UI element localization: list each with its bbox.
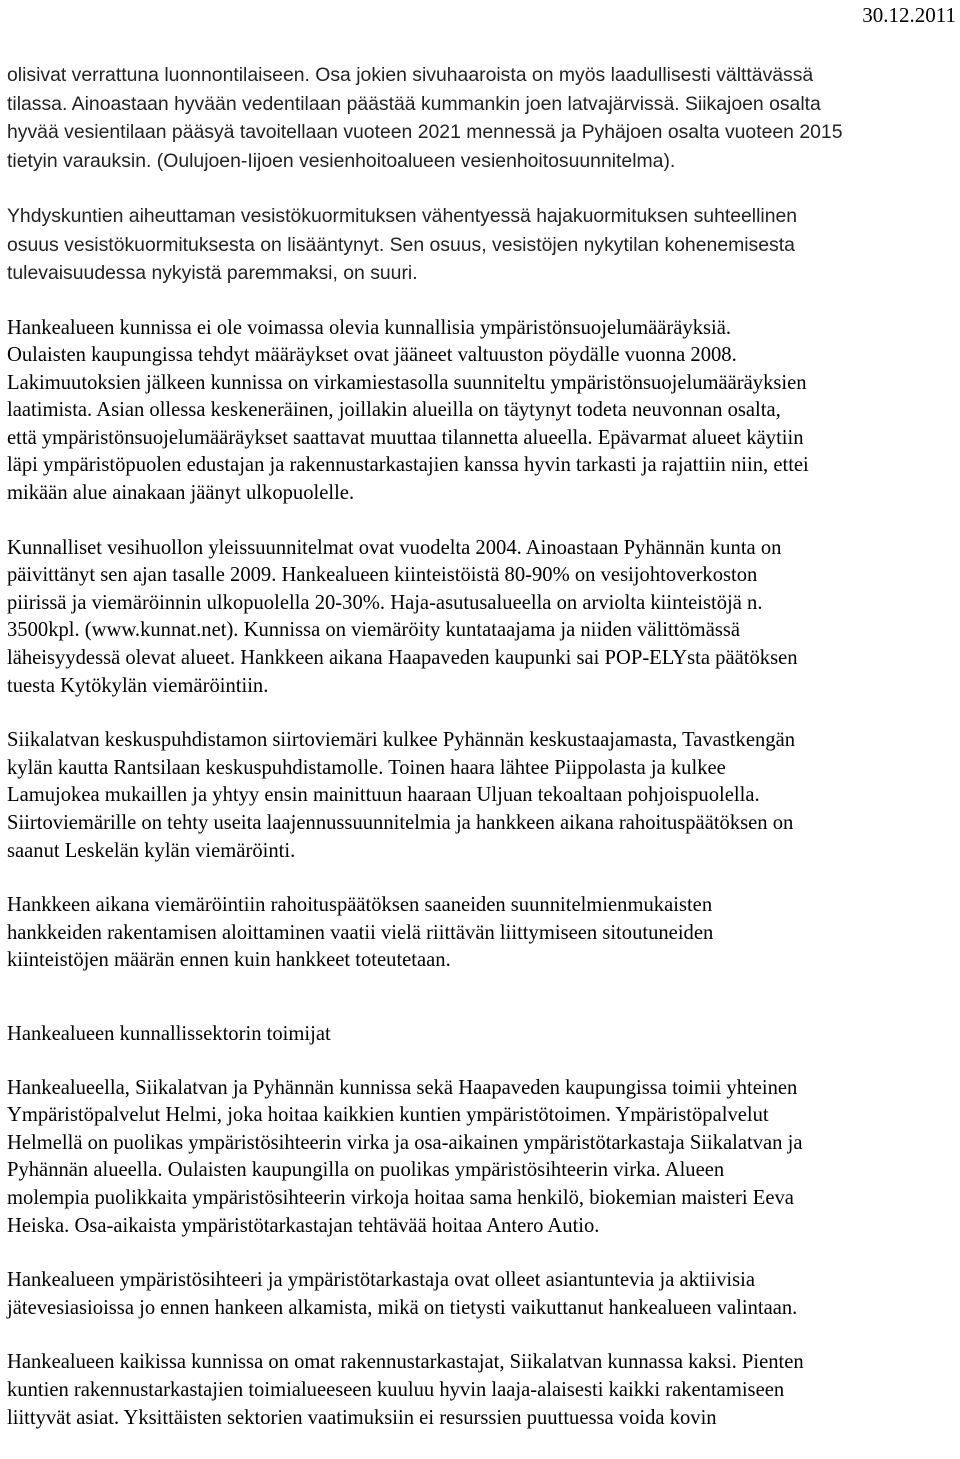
paragraph [7,535,951,701]
document-body [7,61,951,1459]
text-line: mikään alue ainakaan jäänyt ulkopuolelle. [7,482,355,505]
text-line: jätevesiasioissa jo ennen hankeen alkamista, mikä on tietysti vaikuttanut hankealueen valintaan. [7,1296,798,1319]
text-line: Helmellä on puolikas ympäristösihteerin virka ja osa-aikainen ympäristötarkastaja Siikalatvan ja [7,1131,803,1154]
text-line: tilassa. Ainoastaan hyvään vedentilaan päästää kummankin joen latvajärvissä. Siikajoen osalta [7,92,821,115]
text-line: kuntien rakennustarkastajien toimialueeseen kuuluu hyvin laaja-alaisesti kaikki rakentamiseen [7,1378,785,1401]
paragraph [7,1267,951,1322]
text-line: tulevaisuudessa nykyistä paremmaksi, on suuri. [7,262,418,284]
text-line: kylän kautta Rantsilaan keskuspuhdistamolle. Toinen haara lähtee Piippolasta ja kulkee [7,756,726,779]
paragraph [7,1075,951,1241]
text-line: tuesta Kytökylän viemäröintiin. [7,674,269,697]
text-line: Pyhännän alueella. Oulaisten kaupungilla on puolikas ympäristösihteerin virka. Alueen [7,1159,725,1182]
text-line: Lamujokea mukaillen ja yhtyy ensin mainittuun haaraan Uljuan tekoaltaan pohjoispuolella. [7,784,760,807]
paragraph-group [7,1075,951,1433]
text-line: Lakimuutoksien jälkeen kunnissa on virkamiestasolla suunniteltu ympäristönsuojelumääräyksien [7,371,807,394]
text-line: olisivat verrattuna luonnontilaiseen. Osa jokien sivuhaaroista on myös laadullisesti välttävässä [7,64,814,86]
text-line: 3500kpl. (www.kunnat.net). Kunnissa on viemäröity kuntataajama ja niiden välittömässä [7,619,741,642]
text-line: liittyvät asiat. Yksittäisten sektorien vaatimuksiin ei resurssien puuttuessa voida kovin [7,1406,717,1429]
text-line: Kunnalliset vesihuollon yleissuunnitelmat ovat vuodelta 2004. Ainoastaan Pyhännän kunta on [7,536,782,559]
paragraph [7,1349,951,1432]
text-line: Siikalatvan keskuspuhdistamon siirtoviemäri kulkee Pyhännän keskustaajamasta, Tavastkengän [7,729,796,752]
text-line: läpi ympäristöpuolen edustajan ja rakennustarkastajien kanssa hyvin tarkasti ja rajattiin niin, ettei [7,454,809,477]
text-line: osuus vesistökuormituksesta on lisääntynyt. Sen osuus, vesistöjen nykytilan kohenemisesta [7,233,795,256]
text-line: laatimista. Asian ollessa keskeneräinen, joillakin alueilla on täytynyt todeta neuvonnan osalta, [7,399,781,422]
text-line: kiinteistöjen määrän ennen kuin hankkeet toteutetaan. [7,949,451,972]
text-line: hyvää vesientilaan pääsyä tavoitellaan vuoteen 2021 mennessä ja Pyhäjoen osalta vuoteen 2015 [7,121,843,143]
text-line: Ympäristöpalvelut Helmi, joka hoitaa kaikkien kuntien ympäristötoimen. Ympäristöpalvelut [7,1104,769,1127]
paragraph [7,315,951,508]
text-line: Oulaisten kaupungissa tehdyt määräykset ovat jääneet valtuuston pöydälle vuonna 2008. [7,344,737,367]
text-line: että ympäristönsuojelumääräykset saattavat muuttaa tilannetta alueella. Epävarmat alueet käytiin [7,426,804,449]
text-line: tietyin varauksin. (Oulujoen-Iijoen vesienhoitoalueen vesienhoitosuunnitelma). [7,149,676,172]
text-line: Hankealueen kaikissa kunnissa on omat rakennustarkastajat, Siikalatvan kunnassa kaksi. Pienten [7,1351,804,1374]
paragraph-group [7,61,951,975]
text-line: molempia puolikkaita ympäristösihteerin virkoja hoitaa sama henkilö, biokemian maisteri Eeva [7,1186,794,1209]
text-line: Hankealueella, Siikalatvan ja Pyhännän kunnissa sekä Haapaveden kaupungissa toimii yhteinen [7,1076,798,1099]
text-line: piirissä ja viemäröinnin ulkopuolella 20-30%. Haja-asutusalueella on arviolta kiinteistöjä n. [7,591,763,614]
text-line: Yhdyskuntien aiheuttaman vesistökuormituksen vähentyessä hajakuormituksen suhteellinen [7,205,798,227]
text-line: saanut Leskelän kylän viemäröinti. [7,839,296,862]
page-date: 30.12.2011 [862,3,956,27]
text-line: päivittänyt sen ajan tasalle 2009. Hankealueen kiinteistöistä 80-90% on vesijohtoverkoston [7,564,758,587]
text-line: Heiska. Osa-aikaista ympäristötarkastajan tehtävää hoitaa Antero Autio. [7,1214,600,1237]
paragraph [7,727,951,865]
section-heading: Hankealueen kunnallissektorin toimijat [7,1022,331,1045]
paragraph [7,892,951,975]
text-line: Hankkeen aikana viemäröintiin rahoituspäätöksen saaneiden suunnitelmienmukaisten [7,894,713,917]
text-line: läheisyydessä olevat alueet. Hankkeen aikana Haapaveden kaupunki sai POP-ELYsta päätöksen [7,647,798,670]
text-line: hankkeiden rakentamisen aloittaminen vaatii vielä riittävän liittymiseen sitoutuneiden [7,921,714,944]
text-line: Hankealueen kunnissa ei ole voimassa olevia kunnallisia ympäristönsuojelumääräyksiä. [7,316,732,339]
text-line: Hankealueen ympäristösihteeri ja ympäristötarkastaja ovat olleet asiantuntevia ja aktiivisia [7,1269,755,1292]
paragraph [7,61,951,175]
paragraph [7,202,951,288]
text-line: Siirtoviemärille on tehty useita laajennussuunnitelmia ja hankkeen aikana rahoituspäätöksen on [7,812,794,834]
